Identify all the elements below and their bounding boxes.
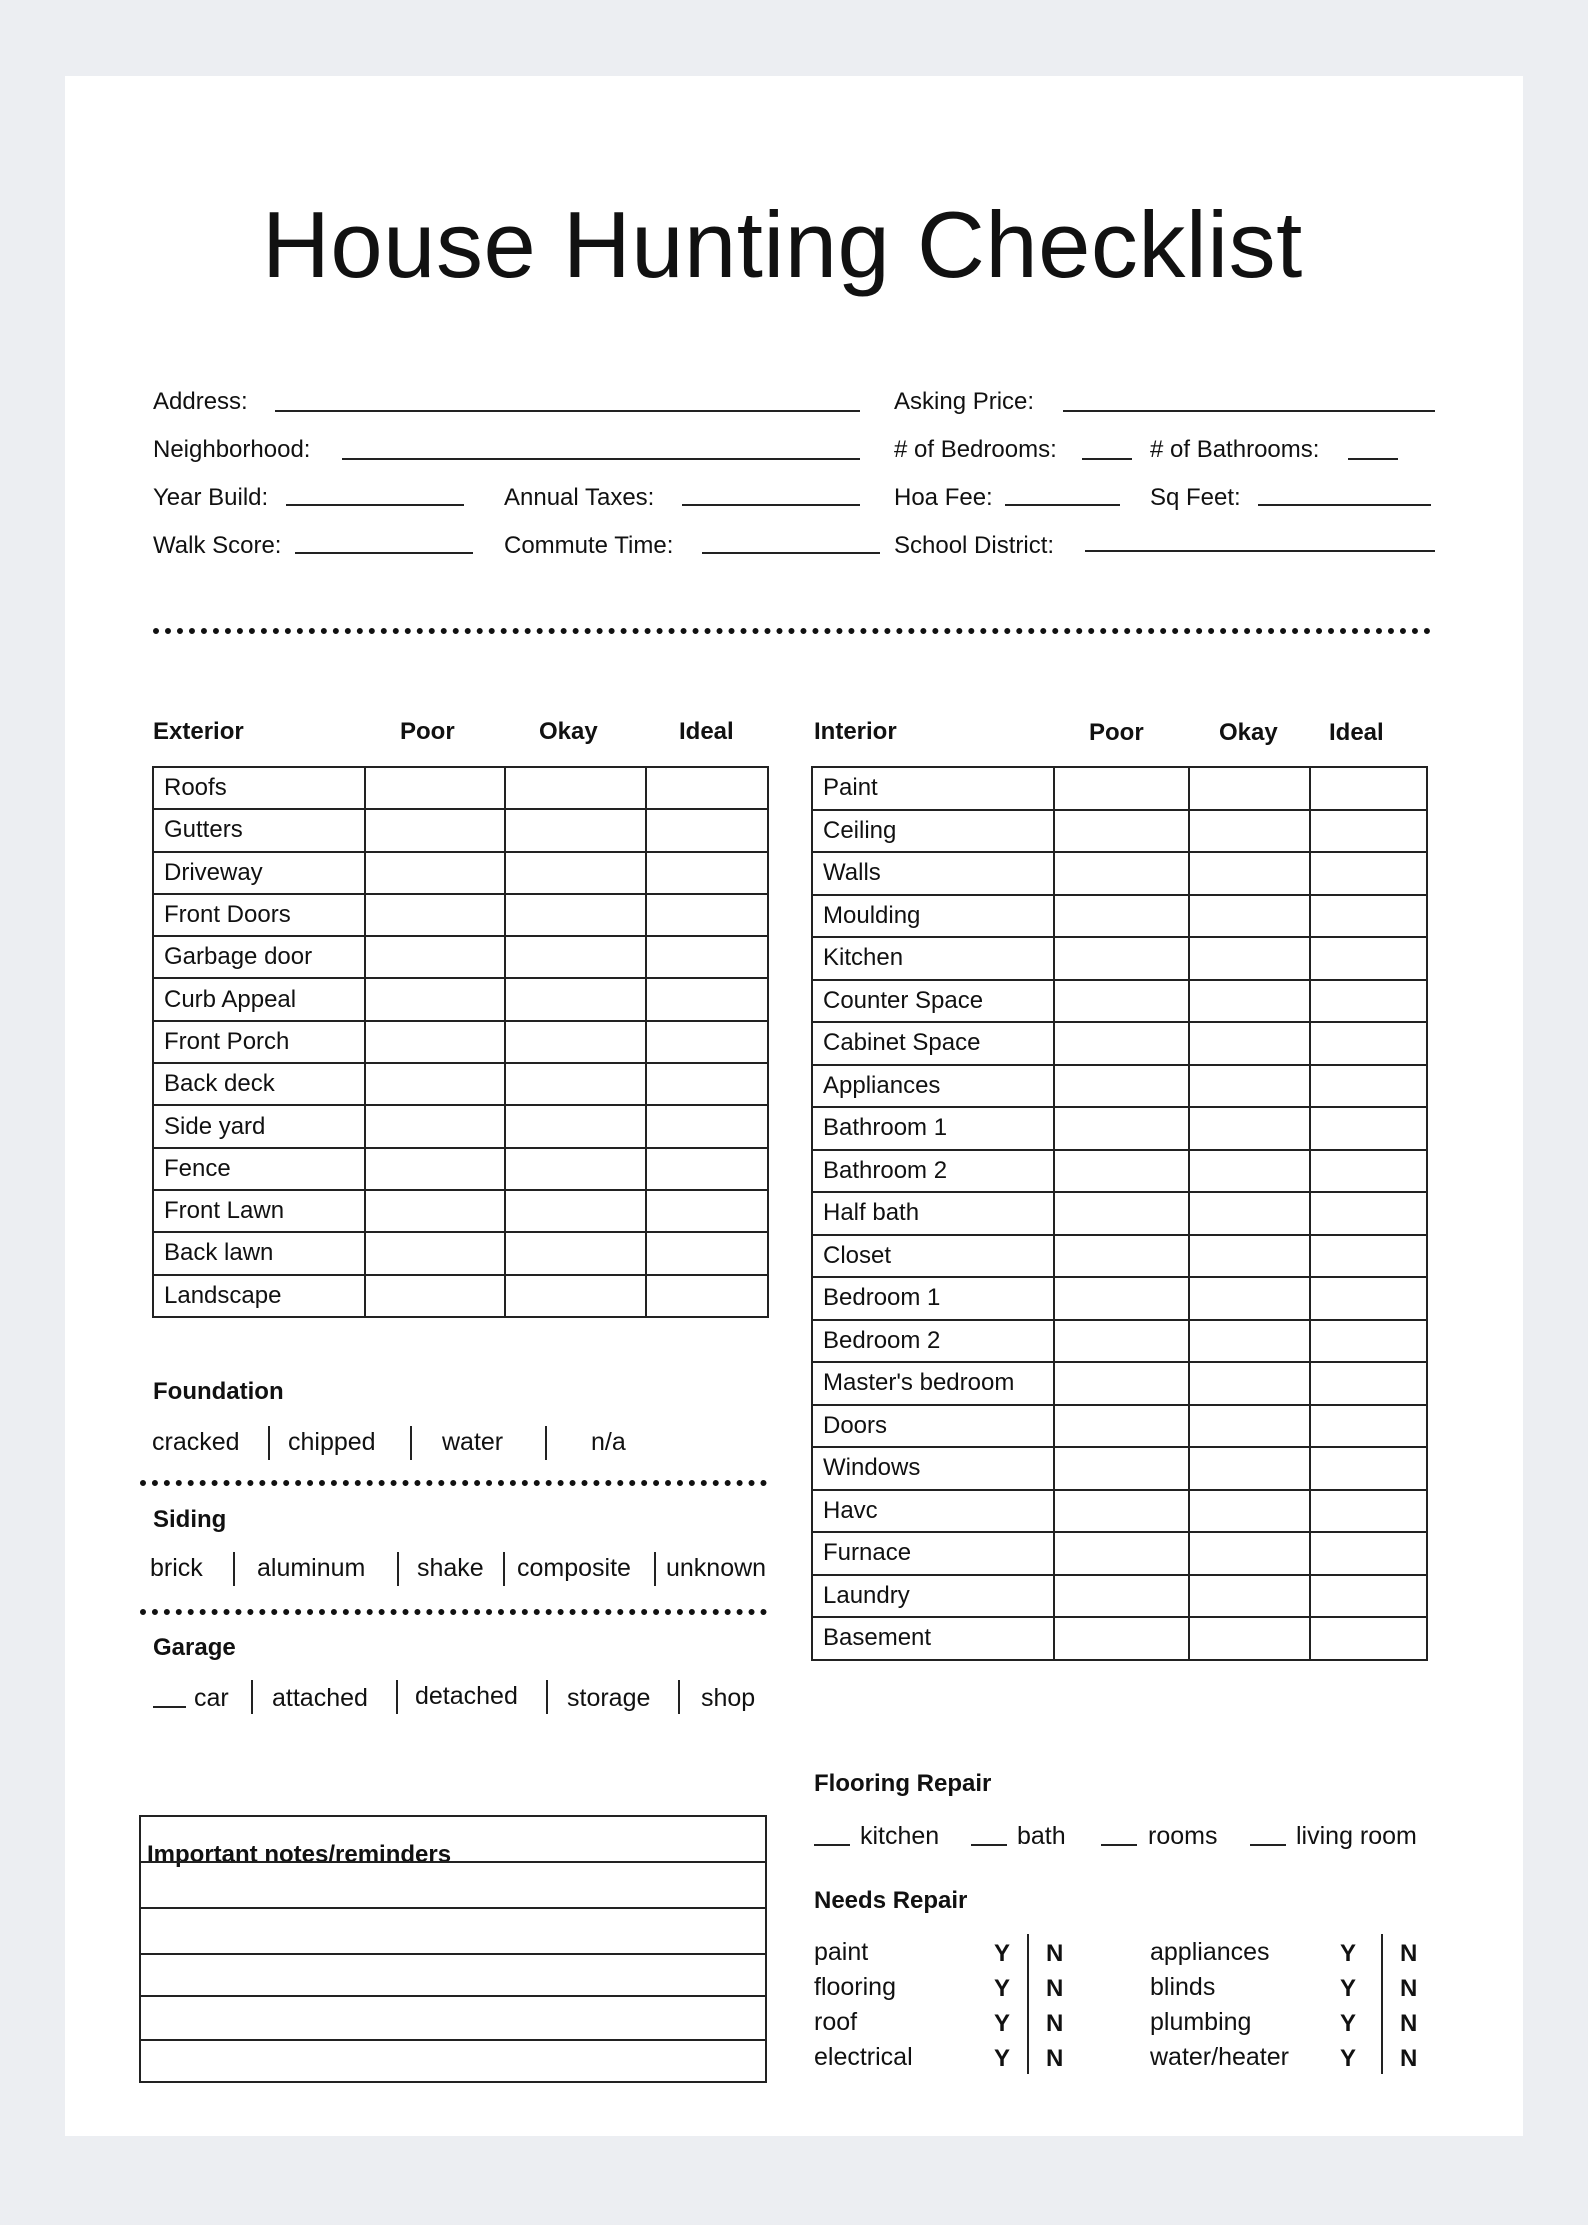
repair-item-label: flooring <box>814 1973 896 2001</box>
rating-cell-ideal[interactable] <box>1310 1150 1427 1193</box>
repair-yes-option[interactable]: Y <box>1340 1975 1357 2002</box>
rating-cell-okay[interactable] <box>1189 1575 1309 1618</box>
siding-option-unknown[interactable]: unknown <box>666 1554 767 1582</box>
table-row <box>153 767 768 809</box>
rating-cell-poor[interactable] <box>1054 1405 1189 1448</box>
garage-heading: Garage <box>153 1634 236 1661</box>
rating-cell-poor[interactable] <box>365 1232 505 1274</box>
yes-no-separator <box>1381 1934 1383 2074</box>
rating-cell-poor[interactable] <box>1054 1362 1189 1405</box>
table-row <box>812 1575 1427 1618</box>
option-separator <box>410 1426 412 1460</box>
rating-cell-okay[interactable] <box>505 1232 645 1274</box>
table-row <box>812 1277 1427 1320</box>
rating-cell-ideal[interactable] <box>1310 810 1427 853</box>
notes-line <box>141 1995 765 1997</box>
foundation-option-na[interactable]: n/a <box>591 1428 626 1456</box>
rating-cell-ideal[interactable] <box>646 1148 769 1190</box>
rating-cell-ideal[interactable] <box>646 894 769 936</box>
rating-cell-okay[interactable] <box>505 1021 645 1063</box>
table-row <box>812 1235 1427 1278</box>
rating-cell-okay[interactable] <box>1189 980 1309 1023</box>
walk-score-field[interactable] <box>295 552 473 554</box>
table-row <box>153 1148 768 1190</box>
page-title: House Hunting Checklist <box>262 192 1303 297</box>
rating-cell-poor[interactable] <box>365 1063 505 1105</box>
rating-cell-okay[interactable] <box>1189 1490 1309 1533</box>
flooring-bath-blank[interactable] <box>971 1844 1007 1846</box>
rating-cell-ideal[interactable] <box>646 1232 769 1274</box>
rating-cell-poor[interactable] <box>1054 1150 1189 1193</box>
rating-cell-ideal[interactable] <box>1310 1065 1427 1108</box>
rating-cell-ideal[interactable] <box>1310 767 1427 810</box>
interior-heading: Interior <box>814 718 897 745</box>
address-field[interactable] <box>275 410 860 412</box>
repair-no-option[interactable]: N <box>1046 1975 1064 2002</box>
rating-cell-poor[interactable] <box>1054 1065 1189 1108</box>
rating-cell-ideal[interactable] <box>646 936 769 978</box>
rating-cell-okay[interactable] <box>1189 1065 1309 1108</box>
hoa-fee-field[interactable] <box>1005 504 1120 506</box>
repair-yes-option[interactable]: Y <box>994 2045 1011 2072</box>
rating-cell-okay[interactable] <box>1189 1107 1309 1150</box>
interior-col-poor: Poor <box>1089 719 1144 746</box>
rating-cell-okay[interactable] <box>505 1148 645 1190</box>
table-row <box>812 1150 1427 1193</box>
rating-cell-ideal[interactable] <box>1310 1490 1427 1533</box>
rating-cell-poor[interactable] <box>365 978 505 1020</box>
rating-cell-okay[interactable] <box>505 1190 645 1232</box>
commute-time-field[interactable] <box>702 552 880 554</box>
table-row <box>812 810 1427 853</box>
address-label: Address: <box>153 388 248 415</box>
row-label: Kitchen <box>812 937 1054 980</box>
commute-time-label: Commute Time: <box>504 532 674 559</box>
row-label: Garbage door <box>153 936 365 978</box>
table-row <box>153 852 768 894</box>
foundation-option-water[interactable]: water <box>442 1428 504 1456</box>
interior-table <box>811 766 1428 1661</box>
exterior-heading: Exterior <box>153 718 244 745</box>
rating-cell-ideal[interactable] <box>1310 980 1427 1023</box>
rating-cell-poor[interactable] <box>1054 810 1189 853</box>
rating-cell-okay[interactable] <box>1189 852 1309 895</box>
bathrooms-label: # of Bathrooms: <box>1150 436 1320 463</box>
sq-feet-label: Sq Feet: <box>1150 484 1241 511</box>
repair-no-option[interactable]: N <box>1046 1940 1064 1967</box>
rating-cell-poor[interactable] <box>365 767 505 809</box>
rating-cell-ideal[interactable] <box>1310 937 1427 980</box>
row-label: Appliances <box>812 1065 1054 1108</box>
option-separator <box>546 1680 548 1714</box>
rating-cell-poor[interactable] <box>365 1105 505 1147</box>
table-row <box>812 1022 1427 1065</box>
exterior-col-poor: Poor <box>400 718 455 745</box>
row-label: Windows <box>812 1447 1054 1490</box>
rating-cell-ideal[interactable] <box>646 1275 769 1317</box>
needs-repair-heading: Needs Repair <box>814 1887 968 1914</box>
row-label: Furnace <box>812 1532 1054 1575</box>
row-label: Front Lawn <box>153 1190 365 1232</box>
year-build-label: Year Build: <box>153 484 269 511</box>
rating-cell-okay[interactable] <box>505 978 645 1020</box>
interior-col-ideal: Ideal <box>1329 719 1384 746</box>
siding-option-brick[interactable]: brick <box>150 1554 203 1582</box>
repair-no-option[interactable]: N <box>1046 2010 1064 2037</box>
rating-cell-ideal[interactable] <box>1310 1362 1427 1405</box>
row-label: Moulding <box>812 895 1054 938</box>
table-row <box>812 1065 1427 1108</box>
row-label: Ceiling <box>812 810 1054 853</box>
repair-yes-option[interactable]: Y <box>1340 2010 1357 2037</box>
flooring-kitchen-blank[interactable] <box>814 1844 850 1846</box>
rating-cell-poor[interactable] <box>365 1148 505 1190</box>
option-separator <box>233 1552 235 1586</box>
option-separator <box>678 1680 680 1714</box>
rating-cell-okay[interactable] <box>505 852 645 894</box>
notes-box[interactable] <box>139 1815 767 2083</box>
rating-cell-poor[interactable] <box>1054 1107 1189 1150</box>
garage-option-storage[interactable]: storage <box>567 1684 651 1712</box>
garage-option-attached[interactable]: attached <box>272 1684 368 1712</box>
rating-cell-poor[interactable] <box>1054 937 1189 980</box>
table-row <box>153 1063 768 1105</box>
rating-cell-okay[interactable] <box>505 1063 645 1105</box>
rating-cell-okay[interactable] <box>1189 1320 1309 1363</box>
row-label: Doors <box>812 1405 1054 1448</box>
rating-cell-okay[interactable] <box>1189 1192 1309 1235</box>
year-build-field[interactable] <box>286 504 464 506</box>
table-row <box>812 1192 1427 1235</box>
asking-price-label: Asking Price: <box>894 388 1035 415</box>
repair-no-option[interactable]: N <box>1400 2045 1418 2072</box>
checklist-page <box>65 76 1523 2136</box>
rating-cell-poor[interactable] <box>1054 1575 1189 1618</box>
rating-cell-okay[interactable] <box>505 1105 645 1147</box>
table-row <box>812 1320 1427 1363</box>
flooring-option-kitchen[interactable]: kitchen <box>860 1822 940 1850</box>
bathrooms-field[interactable] <box>1348 458 1398 460</box>
row-label: Cabinet Space <box>812 1022 1054 1065</box>
rating-cell-okay[interactable] <box>1189 1150 1309 1193</box>
rating-cell-poor[interactable] <box>365 1021 505 1063</box>
rating-cell-okay[interactable] <box>1189 1447 1309 1490</box>
table-row <box>812 1405 1427 1448</box>
repair-yes-option[interactable]: Y <box>1340 2045 1357 2072</box>
rating-cell-poor[interactable] <box>1054 1617 1189 1660</box>
row-label: Roofs <box>153 767 365 809</box>
foundation-option-cracked[interactable]: cracked <box>152 1428 240 1456</box>
foundation-heading: Foundation <box>153 1378 284 1405</box>
notes-line <box>141 1907 765 1909</box>
table-row <box>812 852 1427 895</box>
rating-cell-poor[interactable] <box>1054 1192 1189 1235</box>
rating-cell-poor[interactable] <box>1054 980 1189 1023</box>
repair-item-label: electrical <box>814 2043 913 2071</box>
option-separator <box>397 1552 399 1586</box>
interior-col-okay: Okay <box>1219 719 1278 746</box>
notes-heading: Important notes/reminders <box>147 1841 452 1868</box>
row-label: Paint <box>812 767 1054 810</box>
rating-cell-okay[interactable] <box>1189 1405 1309 1448</box>
siding-option-aluminum[interactable]: aluminum <box>257 1554 366 1582</box>
table-row <box>153 1190 768 1232</box>
option-separator <box>251 1680 253 1714</box>
rating-cell-poor[interactable] <box>1054 1022 1189 1065</box>
repair-no-option[interactable]: N <box>1400 1975 1418 2002</box>
row-label: Master's bedroom <box>812 1362 1054 1405</box>
table-row <box>812 1490 1427 1533</box>
rating-cell-ideal[interactable] <box>646 1190 769 1232</box>
bedrooms-field[interactable] <box>1082 458 1132 460</box>
row-label: Counter Space <box>812 980 1054 1023</box>
rating-cell-poor[interactable] <box>1054 1490 1189 1533</box>
exterior-col-okay: Okay <box>539 718 598 745</box>
flooring-rooms-blank[interactable] <box>1101 1844 1137 1846</box>
table-row <box>153 1232 768 1274</box>
repair-item-label: roof <box>814 2008 858 2036</box>
row-label: Back deck <box>153 1063 365 1105</box>
rating-cell-ideal[interactable] <box>646 1063 769 1105</box>
row-label: Fence <box>153 1148 365 1190</box>
rating-cell-ideal[interactable] <box>1310 1235 1427 1278</box>
neighborhood-label: Neighborhood: <box>153 436 311 463</box>
rating-cell-ideal[interactable] <box>1310 852 1427 895</box>
row-label: Basement <box>812 1617 1054 1660</box>
walk-score-label: Walk Score: <box>153 532 282 559</box>
annual-taxes-field[interactable] <box>682 504 860 506</box>
repair-yes-option[interactable]: Y <box>994 1940 1011 1967</box>
rating-cell-poor[interactable] <box>365 894 505 936</box>
rating-cell-ideal[interactable] <box>1310 1192 1427 1235</box>
foundation-option-chipped[interactable]: chipped <box>288 1428 376 1456</box>
repair-yes-option[interactable]: Y <box>1340 1940 1357 1967</box>
rating-cell-poor[interactable] <box>1054 767 1189 810</box>
row-label: Closet <box>812 1235 1054 1278</box>
table-row <box>812 1362 1427 1405</box>
table-row <box>812 1107 1427 1150</box>
rating-cell-okay[interactable] <box>505 936 645 978</box>
rating-cell-okay[interactable] <box>1189 895 1309 938</box>
repair-no-option[interactable]: N <box>1400 2010 1418 2037</box>
rating-cell-okay[interactable] <box>1189 1022 1309 1065</box>
row-label: Driveway <box>153 852 365 894</box>
row-label: Laundry <box>812 1575 1054 1618</box>
row-label: Curb Appeal <box>153 978 365 1020</box>
rating-cell-ideal[interactable] <box>1310 1022 1427 1065</box>
garage-option-detached[interactable]: detached <box>415 1682 518 1710</box>
rating-cell-okay[interactable] <box>1189 767 1309 810</box>
yes-no-separator <box>1027 1934 1029 2074</box>
row-label: Bedroom 1 <box>812 1277 1054 1320</box>
rating-cell-poor[interactable] <box>1054 852 1189 895</box>
rating-cell-ideal[interactable] <box>1310 1277 1427 1320</box>
rating-cell-poor[interactable] <box>365 809 505 851</box>
table-row <box>812 767 1427 810</box>
option-separator <box>654 1552 656 1586</box>
rating-cell-poor[interactable] <box>1054 1277 1189 1320</box>
repair-yes-option[interactable]: Y <box>994 1975 1011 2002</box>
flooring-heading: Flooring Repair <box>814 1770 992 1797</box>
bedrooms-label: # of Bedrooms: <box>894 436 1057 463</box>
rating-cell-okay[interactable] <box>505 894 645 936</box>
rating-cell-okay[interactable] <box>1189 1617 1309 1660</box>
rating-cell-ideal[interactable] <box>646 1021 769 1063</box>
rating-cell-poor[interactable] <box>1054 1235 1189 1278</box>
rating-cell-ideal[interactable] <box>646 809 769 851</box>
rating-cell-poor[interactable] <box>365 936 505 978</box>
garage-car-blank[interactable] <box>153 1706 186 1708</box>
rating-cell-okay[interactable] <box>1189 1362 1309 1405</box>
dotted-divider <box>153 628 1431 634</box>
asking-price-field[interactable] <box>1063 410 1435 412</box>
repair-no-option[interactable]: N <box>1400 1940 1418 1967</box>
table-row <box>153 1275 768 1317</box>
garage-option-car[interactable]: car <box>194 1684 229 1712</box>
school-district-field[interactable] <box>1085 550 1435 552</box>
rating-cell-okay[interactable] <box>1189 810 1309 853</box>
rating-cell-poor[interactable] <box>365 1190 505 1232</box>
option-separator <box>268 1426 270 1460</box>
option-separator <box>503 1552 505 1586</box>
rating-cell-ideal[interactable] <box>1310 1532 1427 1575</box>
row-label: Bathroom 2 <box>812 1150 1054 1193</box>
rating-cell-ideal[interactable] <box>1310 895 1427 938</box>
table-row <box>153 936 768 978</box>
rating-cell-okay[interactable] <box>505 767 645 809</box>
row-label: Back lawn <box>153 1232 365 1274</box>
exterior-table <box>152 766 769 1318</box>
rating-cell-okay[interactable] <box>1189 1235 1309 1278</box>
rating-cell-ideal[interactable] <box>646 978 769 1020</box>
annual-taxes-label: Annual Taxes: <box>504 484 655 511</box>
table-row <box>153 1021 768 1063</box>
rating-cell-ideal[interactable] <box>646 1105 769 1147</box>
rating-cell-okay[interactable] <box>505 809 645 851</box>
table-row <box>153 1105 768 1147</box>
rating-cell-okay[interactable] <box>1189 1277 1309 1320</box>
rating-cell-poor[interactable] <box>1054 895 1189 938</box>
table-row <box>812 895 1427 938</box>
flooring-option-bath[interactable]: bath <box>1017 1822 1066 1850</box>
row-label: Bedroom 2 <box>812 1320 1054 1363</box>
row-label: Gutters <box>153 809 365 851</box>
rating-cell-poor[interactable] <box>1054 1447 1189 1490</box>
rating-cell-ideal[interactable] <box>1310 1107 1427 1150</box>
siding-option-composite[interactable]: composite <box>517 1554 631 1582</box>
repair-item-label: water/heater <box>1150 2043 1289 2071</box>
rating-cell-okay[interactable] <box>1189 937 1309 980</box>
rating-cell-poor[interactable] <box>365 852 505 894</box>
notes-line <box>141 2039 765 2041</box>
repair-item-label: plumbing <box>1150 2008 1252 2036</box>
rating-cell-okay[interactable] <box>505 1275 645 1317</box>
table-row <box>153 809 768 851</box>
table-row <box>153 894 768 936</box>
table-row <box>812 1617 1427 1660</box>
siding-option-shake[interactable]: shake <box>417 1554 484 1582</box>
repair-item-label: blinds <box>1150 1973 1216 2001</box>
dotted-divider <box>140 1480 767 1486</box>
sq-feet-field[interactable] <box>1258 504 1431 506</box>
row-label: Bathroom 1 <box>812 1107 1054 1150</box>
rating-cell-ideal[interactable] <box>1310 1320 1427 1363</box>
neighborhood-field[interactable] <box>342 458 860 460</box>
rating-cell-poor[interactable] <box>1054 1320 1189 1363</box>
repair-yes-option[interactable]: Y <box>994 2010 1011 2037</box>
rating-cell-poor[interactable] <box>365 1275 505 1317</box>
row-label: Havc <box>812 1490 1054 1533</box>
repair-item-label: appliances <box>1150 1938 1270 1966</box>
notes-line <box>141 1861 765 1863</box>
notes-line <box>141 1953 765 1955</box>
option-separator <box>545 1426 547 1460</box>
rating-cell-okay[interactable] <box>1189 1532 1309 1575</box>
table-row <box>153 978 768 1020</box>
rating-cell-poor[interactable] <box>1054 1532 1189 1575</box>
table-row <box>812 980 1427 1023</box>
rating-cell-ideal[interactable] <box>1310 1617 1427 1660</box>
repair-item-label: paint <box>814 1938 869 1966</box>
flooring-living-room-blank[interactable] <box>1250 1844 1286 1846</box>
hoa-fee-label: Hoa Fee: <box>894 484 993 511</box>
row-label: Landscape <box>153 1275 365 1317</box>
repair-no-option[interactable]: N <box>1046 2045 1064 2072</box>
garage-option-shop[interactable]: shop <box>701 1684 756 1712</box>
dotted-divider <box>140 1609 767 1615</box>
option-separator <box>396 1680 398 1714</box>
row-label: Walls <box>812 852 1054 895</box>
rating-cell-ideal[interactable] <box>1310 1447 1427 1490</box>
siding-heading: Siding <box>153 1506 227 1533</box>
row-label: Front Doors <box>153 894 365 936</box>
school-district-label: School District: <box>894 532 1055 559</box>
exterior-col-ideal: Ideal <box>679 718 734 745</box>
flooring-option-living-room[interactable]: living room <box>1296 1822 1417 1850</box>
row-label: Front Porch <box>153 1021 365 1063</box>
rating-cell-ideal[interactable] <box>1310 1405 1427 1448</box>
table-row <box>812 1532 1427 1575</box>
row-label: Half bath <box>812 1192 1054 1235</box>
rating-cell-ideal[interactable] <box>646 767 769 809</box>
table-row <box>812 937 1427 980</box>
row-label: Side yard <box>153 1105 365 1147</box>
table-row <box>812 1447 1427 1490</box>
flooring-option-rooms[interactable]: rooms <box>1148 1822 1218 1850</box>
rating-cell-ideal[interactable] <box>1310 1575 1427 1618</box>
rating-cell-ideal[interactable] <box>646 852 769 894</box>
